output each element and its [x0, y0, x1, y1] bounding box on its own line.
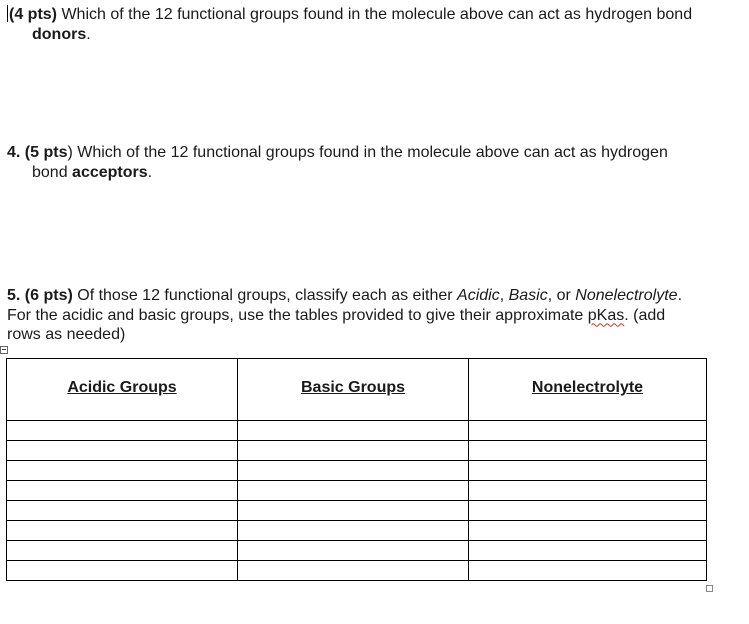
- term-basic: Basic: [508, 287, 548, 304]
- question-3-points: (4 pts): [9, 6, 57, 23]
- table-move-handle-icon[interactable]: [0, 346, 8, 354]
- table-cell[interactable]: [7, 521, 238, 541]
- table-cell[interactable]: [469, 441, 707, 461]
- table-cell[interactable]: [238, 561, 469, 581]
- question-3-line-2: donors.: [32, 25, 91, 43]
- question-3-text: Which of the 12 functional groups found in the molecule above can act as hydrogen bond: [57, 6, 693, 23]
- table-row: [7, 501, 707, 521]
- question-5-number: 5.: [7, 287, 21, 304]
- table-cell[interactable]: [7, 441, 238, 461]
- table-cell[interactable]: [7, 541, 238, 561]
- table-cell[interactable]: [238, 461, 469, 481]
- table-cell[interactable]: [238, 541, 469, 561]
- table-cell[interactable]: [238, 421, 469, 441]
- question-4-emphasis: acceptors: [72, 163, 148, 181]
- table-cell[interactable]: [469, 461, 707, 481]
- table-row: [7, 561, 707, 581]
- table-cell[interactable]: [7, 421, 238, 441]
- table-cell[interactable]: [7, 561, 238, 581]
- table-cell[interactable]: [469, 421, 707, 441]
- term-acidic: Acidic: [457, 287, 500, 304]
- text-cursor: [7, 5, 8, 22]
- question-5-points: (6 pts): [24, 287, 73, 304]
- table-row: [7, 481, 707, 501]
- table-cell[interactable]: [238, 441, 469, 461]
- table-header-row: [7, 359, 707, 421]
- table-row: [7, 521, 707, 541]
- question-3-line-1: [7, 5, 742, 25]
- question-3: [7, 5, 742, 44]
- header-acidic-groups[interactable]: Acidic Groups: [7, 359, 238, 421]
- question-5: [7, 286, 742, 345]
- header-nonelectrolyte[interactable]: Nonelectrolyte: [469, 359, 707, 421]
- term-nonelectrolyte: Nonelectrolyte: [575, 287, 678, 304]
- question-4-line-1: [7, 143, 742, 163]
- table-row: [7, 541, 707, 561]
- table-cell[interactable]: [469, 541, 707, 561]
- table-cell[interactable]: [7, 481, 238, 501]
- question-4: [7, 143, 742, 182]
- table-row: [7, 441, 707, 461]
- table-cell[interactable]: [469, 521, 707, 541]
- question-5-line-3: rows as needed): [7, 326, 126, 343]
- table-cell[interactable]: [469, 501, 707, 521]
- table-row: [7, 461, 707, 481]
- question-4-points: (5 pts: [24, 144, 68, 161]
- classification-table: [6, 358, 707, 581]
- question-5-line-2: For the acidic and basic groups, use the tables provided to give their approximate pKas. (add: [7, 306, 666, 324]
- question-3-emphasis: donors: [32, 25, 87, 43]
- table-cell[interactable]: [238, 501, 469, 521]
- spellcheck-word-pkas[interactable]: pKas: [587, 306, 625, 324]
- question-4-text: ) Which of the 12 functional groups found in the molecule above can act as hydrogen: [67, 144, 668, 161]
- table-cell[interactable]: [469, 481, 707, 501]
- question-4-number: 4.: [7, 144, 21, 161]
- table-cell[interactable]: [238, 521, 469, 541]
- question-5-line-1: 5. (6 pts) Of those 12 functional groups, classify each as either Acidic, Basic, or Nonelectrolyte.: [7, 287, 683, 304]
- table-resize-handle-icon[interactable]: [706, 585, 713, 592]
- table-cell[interactable]: [469, 561, 707, 581]
- table-row: [7, 421, 707, 441]
- question-4-line-2: bond acceptors.: [32, 163, 153, 181]
- table-cell[interactable]: [7, 501, 238, 521]
- table-cell[interactable]: [238, 481, 469, 501]
- header-basic-groups[interactable]: Basic Groups: [238, 359, 469, 421]
- table-cell[interactable]: [7, 461, 238, 481]
